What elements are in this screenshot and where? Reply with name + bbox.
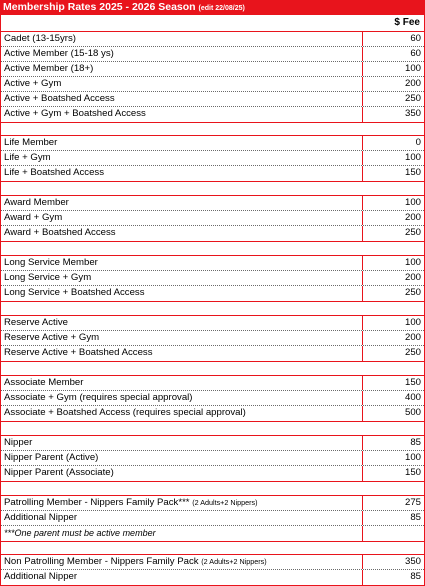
rate-name xyxy=(4,555,267,569)
rate-row xyxy=(1,436,424,451)
rate-row xyxy=(1,226,424,241)
rate-row xyxy=(1,92,424,107)
rate-name-main: Non Patrolling Member - Nippers Family Pack xyxy=(4,556,199,567)
rate-name: Long Service Member xyxy=(4,257,98,268)
rate-row xyxy=(1,391,424,406)
rate-fee: 150 xyxy=(362,376,424,390)
rate-fee: 150 xyxy=(362,466,424,481)
rate-fee: 250 xyxy=(362,346,424,361)
rate-group-long-service xyxy=(0,255,425,302)
rate-fee: 350 xyxy=(362,555,424,569)
rate-fee: 100 xyxy=(362,451,424,465)
rate-row xyxy=(1,256,424,271)
rate-row xyxy=(1,271,424,286)
rate-name: Reserve Active + Gym xyxy=(4,332,100,343)
rate-fee: 60 xyxy=(362,32,424,46)
group-spacer xyxy=(0,121,425,135)
rate-name: Nipper xyxy=(4,437,33,448)
rate-name: Reserve Active xyxy=(4,317,68,328)
rate-row xyxy=(1,47,424,62)
rate-name: Active + Gym + Boatshed Access xyxy=(4,108,146,119)
rate-fee: 100 xyxy=(362,256,424,270)
rate-group-nipper xyxy=(0,435,425,482)
group-spacer xyxy=(0,301,425,315)
rate-fee: 400 xyxy=(362,391,424,405)
rate-name: Active + Boatshed Access xyxy=(4,93,115,104)
rate-name-main: Patrolling Member - Nippers Family Pack*** xyxy=(4,497,190,508)
rate-fee: 350 xyxy=(362,107,424,122)
rate-group-reserve xyxy=(0,315,425,362)
group-spacer xyxy=(0,361,425,375)
rate-group-associate xyxy=(0,375,425,422)
group-spacer xyxy=(0,481,425,495)
rate-fee: 60 xyxy=(362,47,424,61)
rate-fee: 85 xyxy=(362,436,424,450)
rate-fee: 250 xyxy=(362,286,424,301)
rate-row xyxy=(1,32,424,47)
rate-row xyxy=(1,107,424,122)
rate-row xyxy=(1,286,424,301)
rate-group-life xyxy=(0,135,425,182)
edit-note: (edit 22/08/25) xyxy=(198,5,245,12)
rate-fee: 150 xyxy=(362,166,424,181)
rate-group-non-patrolling-family xyxy=(0,554,425,586)
group-spacer xyxy=(0,241,425,255)
rate-name: Life Member xyxy=(4,137,58,148)
rate-row xyxy=(1,166,424,181)
rate-fee: 275 xyxy=(362,496,424,510)
rate-fee: 85 xyxy=(362,570,424,585)
rate-name: Life + Boatshed Access xyxy=(4,167,104,178)
rate-name: Additional Nipper xyxy=(4,512,78,523)
rate-name: Award + Boatshed Access xyxy=(4,227,116,238)
rate-name: Active Member (18+) xyxy=(4,63,94,74)
rate-row xyxy=(1,511,424,526)
rate-name: Associate Member xyxy=(4,377,84,388)
rate-fee: 200 xyxy=(362,331,424,345)
rate-name-suffix: (2 Adults+2 Nippers) xyxy=(192,498,258,507)
rate-name: Long Service + Boatshed Access xyxy=(4,287,145,298)
rate-name: Active + Gym xyxy=(4,78,62,89)
rate-name: Reserve Active + Boatshed Access xyxy=(4,347,153,358)
rate-fee: 100 xyxy=(362,316,424,330)
fee-column-label: $ Fee xyxy=(394,17,420,28)
fee-column-header xyxy=(0,15,425,31)
rate-row xyxy=(1,62,424,77)
rate-row xyxy=(1,331,424,346)
rate-group-patrolling-family xyxy=(0,495,425,542)
rate-fee: 200 xyxy=(362,211,424,225)
rate-name: Nipper Parent (Active) xyxy=(4,452,99,463)
rate-group-award xyxy=(0,195,425,242)
rate-row xyxy=(1,496,424,511)
rate-row xyxy=(1,570,424,585)
rate-fee: 0 xyxy=(362,136,424,150)
rate-name: Award Member xyxy=(4,197,69,208)
rate-name: Additional Nipper xyxy=(4,571,78,582)
rate-fee: 85 xyxy=(362,511,424,525)
rate-name: Associate + Gym (requires special approval) xyxy=(4,392,193,403)
group-spacer xyxy=(0,181,425,195)
rate-row xyxy=(1,77,424,92)
rate-name: Cadet (13-15yrs) xyxy=(4,33,76,44)
sheet-title-bar xyxy=(0,0,425,15)
rate-row xyxy=(1,196,424,211)
rate-row xyxy=(1,316,424,331)
rate-row xyxy=(1,406,424,421)
rate-name xyxy=(4,496,258,510)
rate-row xyxy=(1,346,424,361)
rate-name: Award + Gym xyxy=(4,212,63,223)
group-spacer xyxy=(0,541,425,554)
rate-fee: 250 xyxy=(362,226,424,241)
rate-row xyxy=(1,136,424,151)
rate-fee: 100 xyxy=(362,151,424,165)
rate-fee: 200 xyxy=(362,77,424,91)
rate-row xyxy=(1,376,424,391)
rate-name: Associate + Boatshed Access (requires special approval) xyxy=(4,407,246,418)
rate-fee xyxy=(362,526,424,541)
rate-name-suffix: (2 Adults+2 Nippers) xyxy=(201,557,267,566)
rate-row xyxy=(1,466,424,481)
rate-group-active xyxy=(0,31,425,123)
rate-fee: 100 xyxy=(362,196,424,210)
rate-name: Active Member (15-18 ys) xyxy=(4,48,114,59)
rate-row xyxy=(1,451,424,466)
group-spacer xyxy=(0,421,425,435)
sheet-title: Membership Rates 2025 - 2026 Season xyxy=(3,1,196,13)
rate-fee: 100 xyxy=(362,62,424,76)
rate-name: Life + Gym xyxy=(4,152,51,163)
rate-name: Long Service + Gym xyxy=(4,272,92,283)
footnote-row xyxy=(1,526,424,541)
rate-fee: 250 xyxy=(362,92,424,106)
rate-fee: 200 xyxy=(362,271,424,285)
footnote-text: ***One parent must be active member xyxy=(4,528,156,538)
rate-row xyxy=(1,151,424,166)
rate-row xyxy=(1,555,424,570)
rate-fee: 500 xyxy=(362,406,424,421)
rate-row xyxy=(1,211,424,226)
rate-name: Nipper Parent (Associate) xyxy=(4,467,114,478)
